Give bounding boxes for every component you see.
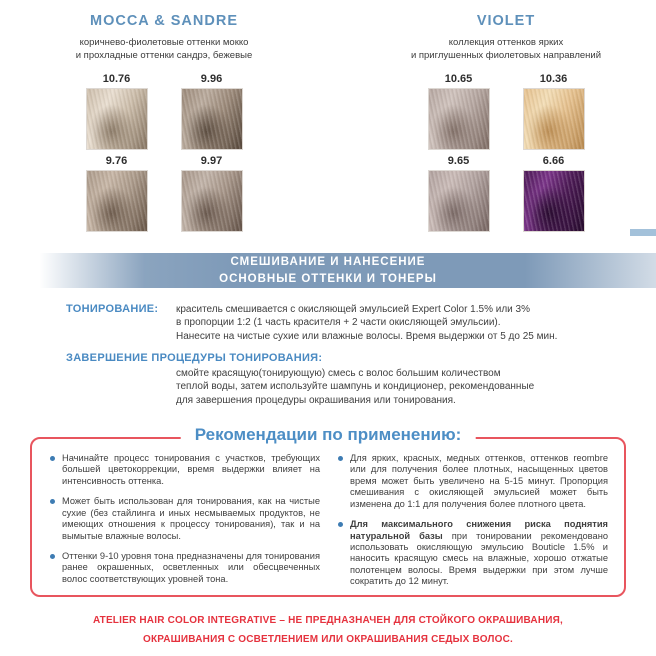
- collection-title: MOCCA & SANDRE: [90, 13, 238, 29]
- recommendations-columns: [32, 439, 624, 596]
- bullet-rest: при тонировании рекомендовано использовать окисляющую эмульсию Bouticle 1.5% и наносить красящую смесь на влажные, хорошо отжатые полотенцем волосы. Время выдержки при этом лучше сократить до 12 минут.: [350, 530, 608, 587]
- shade-code: 10.65: [444, 72, 473, 85]
- bullet-bold-lead: Для максимального снижения риска поднятия натуральной базы: [350, 519, 608, 541]
- collection-title: VIOLET: [476, 13, 536, 29]
- shade-code: 10.36: [539, 72, 568, 85]
- list-item: [50, 551, 320, 585]
- bullet-rest: Для ярких, красных, медных оттенков, оттенков reombre или для получения более плотных, насыщенных цветов время может быть увеличено на 5-15 минут. Пропорция смешивания с окисляющей эмульсией может быть изменена до 1:1 для получения более плотного цвета.: [350, 453, 608, 509]
- bullet-text: [350, 519, 608, 588]
- toning-text: [176, 303, 557, 343]
- bullet-dot-icon: [50, 456, 55, 461]
- hair-swatch: [428, 88, 490, 150]
- shade-item: [86, 73, 148, 150]
- collection-description: [356, 36, 656, 63]
- bullet-dot-icon: [338, 456, 343, 461]
- shade-code: 10.76: [102, 72, 131, 85]
- finishing-section: [66, 352, 611, 407]
- recommendations-title: Рекомендации по применению:: [181, 425, 476, 445]
- list-item: [338, 519, 608, 588]
- shade-item: [523, 73, 585, 150]
- shade-code: 9.96: [200, 72, 223, 85]
- recommendations-left-column: [50, 453, 320, 588]
- collection-mocca-sandre: [14, 13, 314, 232]
- banner-line: СМЕШИВАНИЕ И НАНЕСЕНИЕ: [230, 256, 426, 269]
- shade-item: [428, 155, 490, 232]
- text-line: краситель смешивается с окисляющей эмульсией Expert Color 1.5% или 3%: [176, 304, 530, 315]
- shade-grid: [356, 73, 656, 232]
- shade-item: [181, 155, 243, 232]
- collection-description: [14, 36, 314, 63]
- hair-swatch: [181, 170, 243, 232]
- shade-grid: [14, 73, 314, 232]
- hair-swatch: [523, 170, 585, 232]
- shade-item: [428, 73, 490, 150]
- warning-footer: [0, 612, 656, 649]
- hair-swatch: [181, 88, 243, 150]
- bullet-dot-icon: [50, 554, 55, 559]
- text-line: Нанесите на чистые сухие или влажные волосы. Время выдержки от 5 до 25 мин.: [176, 330, 558, 342]
- list-item: [50, 453, 320, 487]
- bullet-dot-icon: [338, 522, 343, 527]
- hair-swatch: [86, 170, 148, 232]
- description-line: коллекция оттенков ярких: [448, 37, 564, 48]
- description-line: коричнево-фиолетовые оттенки мокко: [79, 37, 249, 48]
- shade-code: 9.97: [200, 154, 223, 167]
- shade-item: [523, 155, 585, 232]
- text-line: теплой воды, затем используйте шампунь и кондиционер, рекомендованные: [176, 381, 535, 393]
- shade-code: 9.65: [447, 154, 470, 167]
- warning-line: ОКРАШИВАНИЯ С ОСВЕТЛЕНИЕМ ИЛИ ОКРАШИВАНИЯ СЕДЫХ ВОЛОС.: [142, 633, 514, 645]
- mixing-banner: [0, 253, 656, 288]
- text-line: в пропорции 1:2 (1 часть красителя + 2 части окисляющей эмульсии).: [176, 317, 501, 329]
- recommendations-box: [30, 425, 626, 597]
- text-line: для завершения процедуры окрашивания или тонирования.: [176, 394, 456, 406]
- decorative-bar: [630, 229, 656, 236]
- banner-line: ОСНОВНЫЕ ОТТЕНКИ И ТОНЕРЫ: [219, 272, 437, 285]
- collection-violet: [356, 13, 656, 232]
- hair-swatch: [523, 88, 585, 150]
- toning-label: ТОНИРОВАНИЕ:: [66, 303, 159, 315]
- bullet-text: Оттенки 9-10 уровня тона предназначены для тонирования ранее окрашенных, осветленных или обесцвеченных волос соответствующих уровней тона.: [62, 550, 320, 584]
- text-line: смойте красящую(тонирующую) смесь с волос большим количеством: [176, 368, 501, 379]
- bullet-text: Начинайте процесс тонирования с участков, требующих большей цветокоррекции, время выдержки влияет на интенсивность оттенка.: [62, 453, 320, 486]
- shade-item: [181, 73, 243, 150]
- description-line: и приглушенных фиолетовых направлений: [410, 50, 602, 62]
- warning-line: ATELIER HAIR COLOR INTEGRATIVE – НЕ ПРЕДНАЗНАЧЕН ДЛЯ СТОЙКОГО ОКРАШИВАНИЯ,: [92, 615, 564, 626]
- shade-code: 9.76: [105, 154, 128, 167]
- hair-swatch: [86, 88, 148, 150]
- finishing-text: [176, 367, 611, 407]
- finishing-label: ЗАВЕРШЕНИЕ ПРОЦЕДУРЫ ТОНИРОВАНИЯ:: [66, 352, 323, 364]
- bullet-text: [350, 453, 608, 510]
- hair-swatch: [428, 170, 490, 232]
- recommendations-right-column: [338, 453, 608, 588]
- shade-item: [86, 155, 148, 232]
- description-line: и прохладные оттенки сандрэ, бежевые: [75, 50, 253, 62]
- list-item: [338, 453, 608, 510]
- shade-code: 6.66: [542, 154, 565, 167]
- toning-section: [66, 303, 611, 343]
- list-item: [50, 496, 320, 542]
- bullet-dot-icon: [50, 499, 55, 504]
- bullet-text: Может быть использован для тонирования, как на чистые сухие (без стайлинга и иных несмываемых продуктов, не имеющих отношения к процессу тонирования), так и на вымытые влажные волосы.: [62, 496, 320, 541]
